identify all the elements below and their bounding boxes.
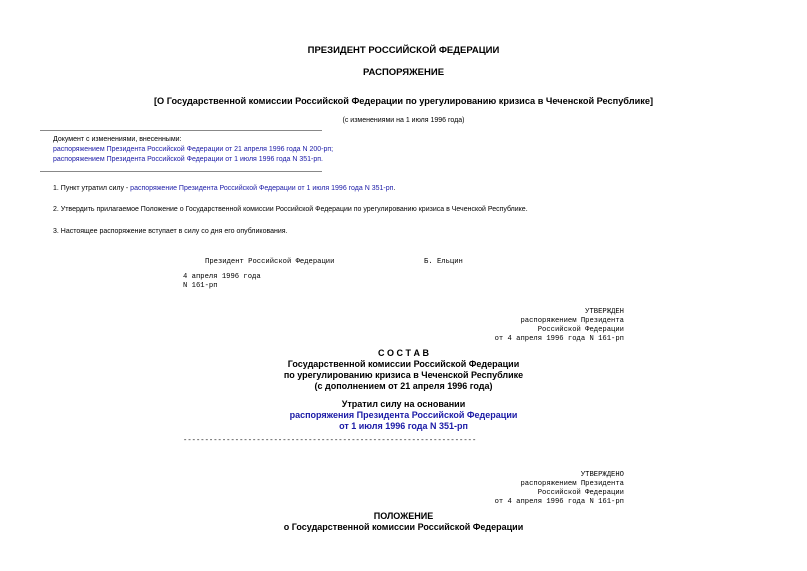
signature-date: 4 апреля 1996 года: [183, 273, 261, 281]
approved2-line3: Российской Федерации: [537, 489, 624, 497]
signature-name: Б. Ельцин: [424, 258, 463, 266]
document-type: РАСПОРЯЖЕНИЕ: [362, 67, 445, 78]
sostav-line3: (с дополнением от 21 апреля 1996 года): [314, 381, 493, 391]
approved2-line2: распоряжением Президента: [520, 480, 624, 488]
approved2-line1: УТВЕРЖДЕНО: [580, 471, 624, 479]
sostav-line2: по урегулированию кризиса в Чеченской Республике: [283, 370, 524, 380]
polozhenie-subtitle: о Государственной комиссии Российской Федерации: [283, 522, 524, 532]
changes-bottom-rule: [40, 171, 322, 172]
item-2: 2. Утвердить прилагаемое Положение о Государственной комиссии Российской Федерации по урегулированию кризиса в Чеченской Республике.: [53, 206, 528, 213]
changes-top-rule: [40, 130, 322, 131]
change-link-200[interactable]: распоряжением Президента Российской Федерации от 21 апреля 1996 года N 200-рп;: [53, 146, 334, 153]
document-title: [О Государственной комиссии Российской Федерации по урегулированию кризиса в Чеченской Республике]: [153, 96, 653, 106]
polozhenie-title: ПОЛОЖЕНИЕ: [373, 511, 434, 521]
sostav-dash-separator: --------------------------------------------------------------------: [183, 437, 477, 445]
item-3: 3. Настоящее распоряжение вступает в силу со дня его опубликования.: [53, 228, 288, 235]
approved1-line1: УТВЕРЖДЕН: [585, 308, 624, 316]
signature-role: Президент Российской Федерации: [205, 258, 335, 266]
change-link-351[interactable]: распоряжением Президента Российской Федерации от 1 июля 1996 года N 351-рп.: [53, 156, 324, 163]
sostav-lost-force: Утратил силу на основании: [341, 399, 466, 409]
item-1-text: 1. Пункт утратил силу -: [53, 185, 131, 192]
sostav-line1: Государственной комиссии Российской Федерации: [287, 359, 520, 369]
signature-number: N 161-рп: [183, 282, 218, 290]
amendment-note: (с изменениями на 1 июля 1996 года): [342, 117, 465, 124]
approved1-line4: от 4 апреля 1996 года N 161-рп: [494, 335, 624, 343]
president-heading: ПРЕЗИДЕНТ РОССИЙСКОЙ ФЕДЕРАЦИИ: [307, 45, 500, 56]
item-1: [53, 185, 395, 192]
approved1-line3: Российской Федерации: [537, 326, 624, 334]
sostav-title: С О С Т А В: [378, 348, 429, 358]
approved2-line4: от 4 апреля 1996 года N 161-рп: [494, 498, 624, 506]
item-1-end: .: [393, 185, 396, 192]
item-1-link[interactable]: распоряжение Президента Российской Федерации от 1 июля 1996 года N 351-рп: [130, 185, 394, 192]
sostav-link-2[interactable]: от 1 июля 1996 года N 351-рп: [339, 421, 468, 431]
sostav-link-1[interactable]: распоряжения Президента Российской Федерации: [289, 410, 518, 420]
changes-intro: Документ с изменениями, внесенными:: [53, 136, 182, 143]
approved1-line2: распоряжением Президента: [520, 317, 624, 325]
